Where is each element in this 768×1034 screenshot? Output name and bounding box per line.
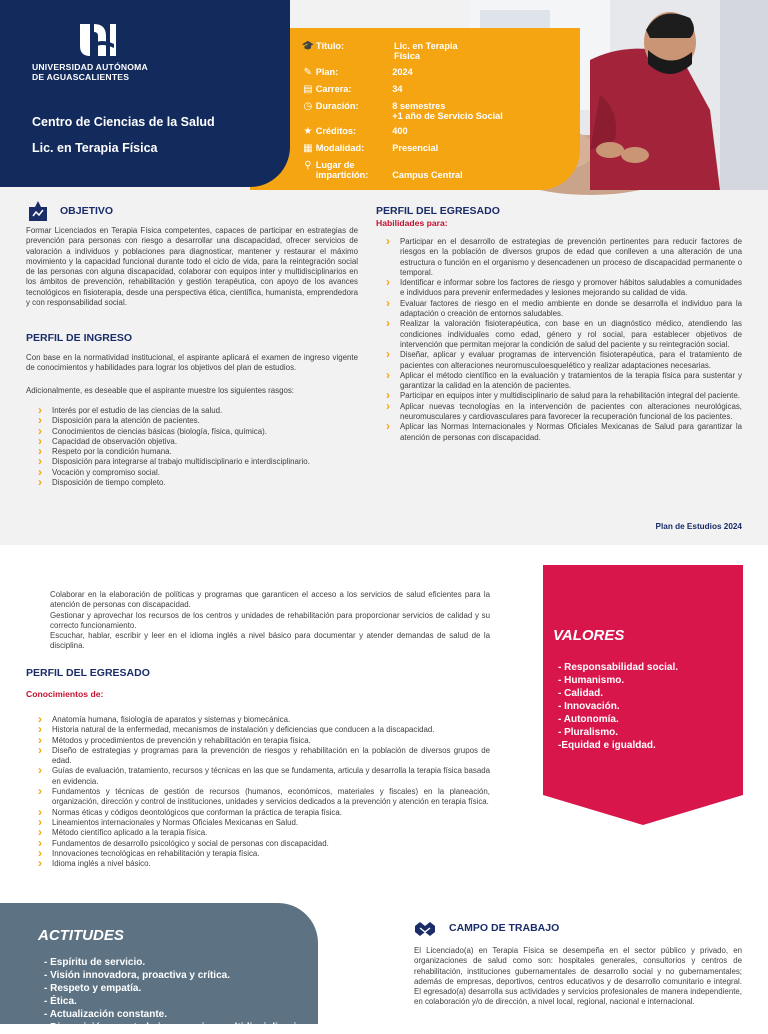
ingreso-paragraph-2: Adicionalmente, es deseable que el aspirante muestre los siguientes rasgos: — [26, 386, 295, 395]
list-item: - Autonomía. — [558, 714, 619, 725]
duracion-label: Duración: — [315, 101, 359, 111]
list-item: - Humanismo. — [558, 675, 625, 686]
list-item: › Fundamentos de desarrollo psicológico y social de personas con discapacidad. — [38, 839, 490, 849]
location-pin-icon: ⚲ — [304, 160, 312, 171]
handshake-icon — [414, 918, 436, 940]
plan-footer: Plan de Estudios 2024 — [655, 522, 742, 531]
duracion-value-2: +1 año de Servicio Social — [392, 111, 503, 121]
valores-list — [558, 661, 678, 752]
objetivo-heading: OBJETIVO — [60, 205, 114, 217]
actitudes-heading: ACTITUDES — [38, 927, 124, 944]
list-item: › Guías de evaluación, tratamiento, recursos y técnicas en las que se fundamenta, articula y desarrolla la terapia física basada en evidencia. — [38, 766, 490, 787]
carrera-value: 34 — [392, 84, 403, 94]
target-board-icon — [27, 201, 49, 223]
list-item: › Diseño de estrategias y programas para la prevención de riesgos y rehabilitación en la población de diversos grupos de edad. — [38, 746, 490, 767]
duracion-value-1: 8 semestres — [392, 101, 446, 111]
uaa-logo-mark — [76, 22, 120, 58]
list-item: - Calidad. — [558, 688, 604, 699]
egresado-heading-2: PERFIL DEL EGRESADO — [26, 667, 150, 679]
conocimientos-subheading: Conocimientos de: — [26, 689, 104, 699]
ingreso-list — [38, 406, 358, 488]
list-item: › Aplicar nuevas tecnologías en la intervención de pacientes con alteraciones neurológicas, neuromusculares y cardiovasculares para favorecer la recuperación funcional de los pacientes. — [386, 402, 742, 423]
list-item: › Normas éticas y códigos deontológicos que conforman la práctica de terapia física. — [38, 808, 490, 818]
habilidades-subheading: Habilidades para: — [376, 218, 448, 228]
list-item: › Respeto por la condición humana. — [38, 447, 358, 457]
egresado-heading: PERFIL DEL EGRESADO — [376, 205, 500, 217]
info-row-carrera — [300, 84, 510, 98]
plan-label: Plan: — [315, 67, 339, 77]
plan-value: 2024 — [392, 67, 413, 77]
modalidad-label: Modalidad: — [315, 143, 365, 153]
header-panel — [0, 0, 290, 187]
list-item: › Métodos y procedimientos de prevención y rehabilitación en terapia física. — [38, 736, 490, 746]
valores-panel — [543, 565, 743, 795]
list-item: - Responsabilidad social. — [558, 662, 679, 673]
building-icon: ▦ — [303, 143, 313, 154]
university-name-line1: UNIVERSIDAD AUTÓNOMA — [32, 62, 148, 72]
campo-heading: CAMPO DE TRABAJO — [449, 922, 560, 934]
list-item: › Método científico aplicado a la terapia física. — [38, 828, 490, 838]
habilidades-list — [386, 237, 742, 443]
actitudes-list — [44, 956, 302, 1034]
info-row-plan — [300, 67, 510, 81]
creditos-value: 400 — [392, 126, 408, 136]
list-item: › Interés por el estudio de las ciencias de la salud. — [38, 406, 358, 416]
info-row-duracion — [300, 101, 510, 123]
clock-icon: ◷ — [303, 101, 313, 112]
list-item: - Visión innovadora, proactiva y crítica. — [44, 970, 230, 981]
info-row-lugar — [300, 160, 510, 182]
center-name: Centro de Ciencias de la Salud — [32, 115, 215, 129]
list-item: › Aplicar las Normas Internacionales y Normas Oficiales Mexicanas de Salud para garantizar la atención de personas con discapacidad. — [386, 422, 742, 443]
continuation-item: Gestionar y aprovechar los recursos de los centros y unidades de rehabilitación para proporcionar servicios de calidad y su correcto funcionamiento. — [50, 610, 490, 630]
continuation-item: Colaborar en la elaboración de políticas y programas que garanticen el acceso a los servicios de salud eficientes para la atención de personas con discapacidad. — [50, 590, 490, 610]
objetivo-text: Formar Licenciados en Terapia Física competentes, capaces de participar en estrategias de prevención para personas con riesgo a desarrollar una discapacidad, ofrecer servicios de valoración a individuos y poblaciones para diagnosticar, mantener y restaurar el máximo movimiento y la capacidad funcional durante todo el ciclo de vida, para la reintegración social de las personas con alguna discapacidad, colaborar con equipos inter y multidisciplinarios en los ámbitos de prevención, rehabilitación y gestión terapéutica, con apoyo de los avances tecnológicos en fisioterapia, desde una perspectiva ética, científica, humanista, emprendedora y con responsabilidad social. — [26, 226, 358, 308]
campo-text: El Licenciado(a) en Terapia Física se desempeña en el sector público y privado, en organizaciones de salud como son: hospitales generales, consultorios y centros de rehabilitación, instituciones gubernamentales de desarrollo social y no gubernamentales; además de empresas, deportivos, centros educativos y de desarrollo comunitario e integral. El egresado(a) desarrolla sus actividades y servicios profesionales de manera independiente, en colaboración y/o de dirección, a nivel local, regional, nacional e internacional. — [414, 946, 742, 1007]
creditos-label: Créditos: — [315, 126, 357, 136]
list-item: › Conocimientos de ciencias básicas (biología, física, química). — [38, 427, 358, 437]
list-item: - Respeto y empatía. — [44, 983, 142, 994]
list-item: › Idioma inglés a nivel básico. — [38, 859, 490, 869]
list-item: › Fundamentos y técnicas de gestión de recursos (humanos, económicos, materiales y fiscales) en la planeación, organización, dirección y control de instituciones, unidades y servicios dedicados a la prevención y atención en terapia física. — [38, 787, 490, 808]
valores-heading: VALORES — [553, 627, 625, 644]
list-item: -Equidad e igualdad. — [558, 740, 656, 751]
list-item: - Actualización constante. — [44, 1009, 167, 1020]
ingreso-heading: PERFIL DE INGRESO — [26, 332, 132, 344]
program-name: Lic. en Terapia Física — [32, 141, 158, 155]
list-item: › Evaluar factores de riesgo en el medio ambiente en donde se desarrolla el individuo para la adaptación o creación de entornos saludables. — [386, 299, 742, 320]
book-icon: ▤ — [303, 84, 313, 95]
list-item: › Disposición de tiempo completo. — [38, 478, 358, 488]
valores-ribbon-tip — [543, 795, 743, 825]
list-item: › Capacidad de observación objetiva. — [38, 437, 358, 447]
list-item: › Diseñar, aplicar y evaluar programas de intervención fisioterapéutica, para el tratamiento de pacientes con alteraciones neuromusculoesquelético y realizar adaptaciones necesarias. — [386, 350, 742, 371]
list-item: - Innovación. — [558, 701, 620, 712]
info-row-modalidad — [300, 143, 510, 157]
modalidad-value: Presencial — [392, 143, 439, 153]
list-item: › Disposición para integrarse al trabajo multidisciplinario e interdisciplinario. — [38, 457, 358, 467]
titulo-value: Lic. en Terapia Física — [394, 41, 458, 61]
list-item: › Innovaciones tecnológicas en rehabilitación y terapia física. — [38, 849, 490, 859]
info-row-creditos — [300, 126, 510, 140]
list-item: › Realizar la valoración fisioterapéutica, con base en un diagnóstico médico, atendiendo las condiciones individuales como edad, género y rol social, para establecer objetivos de intervención que permitan mejorar la condición de salud del paciente y su reintegración social. — [386, 319, 742, 350]
continuation-text — [50, 590, 490, 652]
titulo-label: Título: — [316, 41, 345, 51]
list-item: - Disposición para trabajo en equipo multidisciplinario — [44, 1022, 303, 1033]
ingreso-paragraph-1: Con base en la normatividad institucional, el aspirante aplicará el examen de ingreso vigente de conocimientos y habilidades para lograr los objetivos del plan de estudios. — [26, 353, 358, 373]
uaa-logo — [32, 22, 162, 84]
list-item: › Anatomía humana, fisiología de aparatos y sistemas y biomecánica. — [38, 715, 490, 725]
carrera-label: Carrera: — [315, 84, 352, 94]
list-item: › Aplicar el método científico en la evaluación y tratamientos de la terapia física para sustentar y garantizar la calidad en la atención de pacientes. — [386, 371, 742, 392]
lugar-value: Campus Central — [392, 170, 463, 180]
conocimientos-list — [38, 715, 490, 869]
list-item: › Identificar e informar sobre los factores de riesgo y promover hábitos saludables a comunidades e individuos para prevenir enfermedades y lesiones mejorando su calidad de vida. — [386, 278, 742, 299]
info-row-titulo — [300, 41, 510, 61]
list-item: - Ética. — [44, 996, 77, 1007]
list-item: › Historia natural de la enfermedad, mecanismos de instalación y deficiencias que conducen a la discapacidad. — [38, 725, 490, 735]
list-item: › Participar en equipos inter y multidisciplinario de salud para la rehabilitación integral del paciente. — [386, 391, 742, 401]
university-name-line2: DE AGUASCALIENTES — [32, 72, 130, 82]
list-item: › Disposición para la atención de pacientes. — [38, 416, 358, 426]
list-item: - Pluralismo. — [558, 727, 619, 738]
actitudes-panel — [0, 903, 318, 1033]
list-item: - Espíritu de servicio. — [44, 957, 146, 968]
lugar-label: Lugar de impartición: — [315, 160, 369, 180]
continuation-item: Escuchar, hablar, escribir y leer en el idioma inglés a nivel básico para documentar y atender demandas de salud de la disciplina. — [50, 631, 490, 651]
star-icon: ★ — [303, 126, 313, 137]
graduation-cap-icon: 🎓 — [301, 41, 315, 52]
list-item: › Vocación y compromiso social. — [38, 468, 358, 478]
list-item: › Participar en el desarrollo de estrategias de prevención pertinentes para reducir factores de riesgos en la población de diversos grupos de edad que conlleven a una alteración de una estructura o función en el organismo y desencadenen un proceso de discapacidad permanente o temporal. — [386, 237, 742, 278]
list-item: › Lineamientos internacionales y Normas Oficiales Mexicanas en Salud. — [38, 818, 490, 828]
pencil-icon: ✎ — [303, 67, 313, 78]
